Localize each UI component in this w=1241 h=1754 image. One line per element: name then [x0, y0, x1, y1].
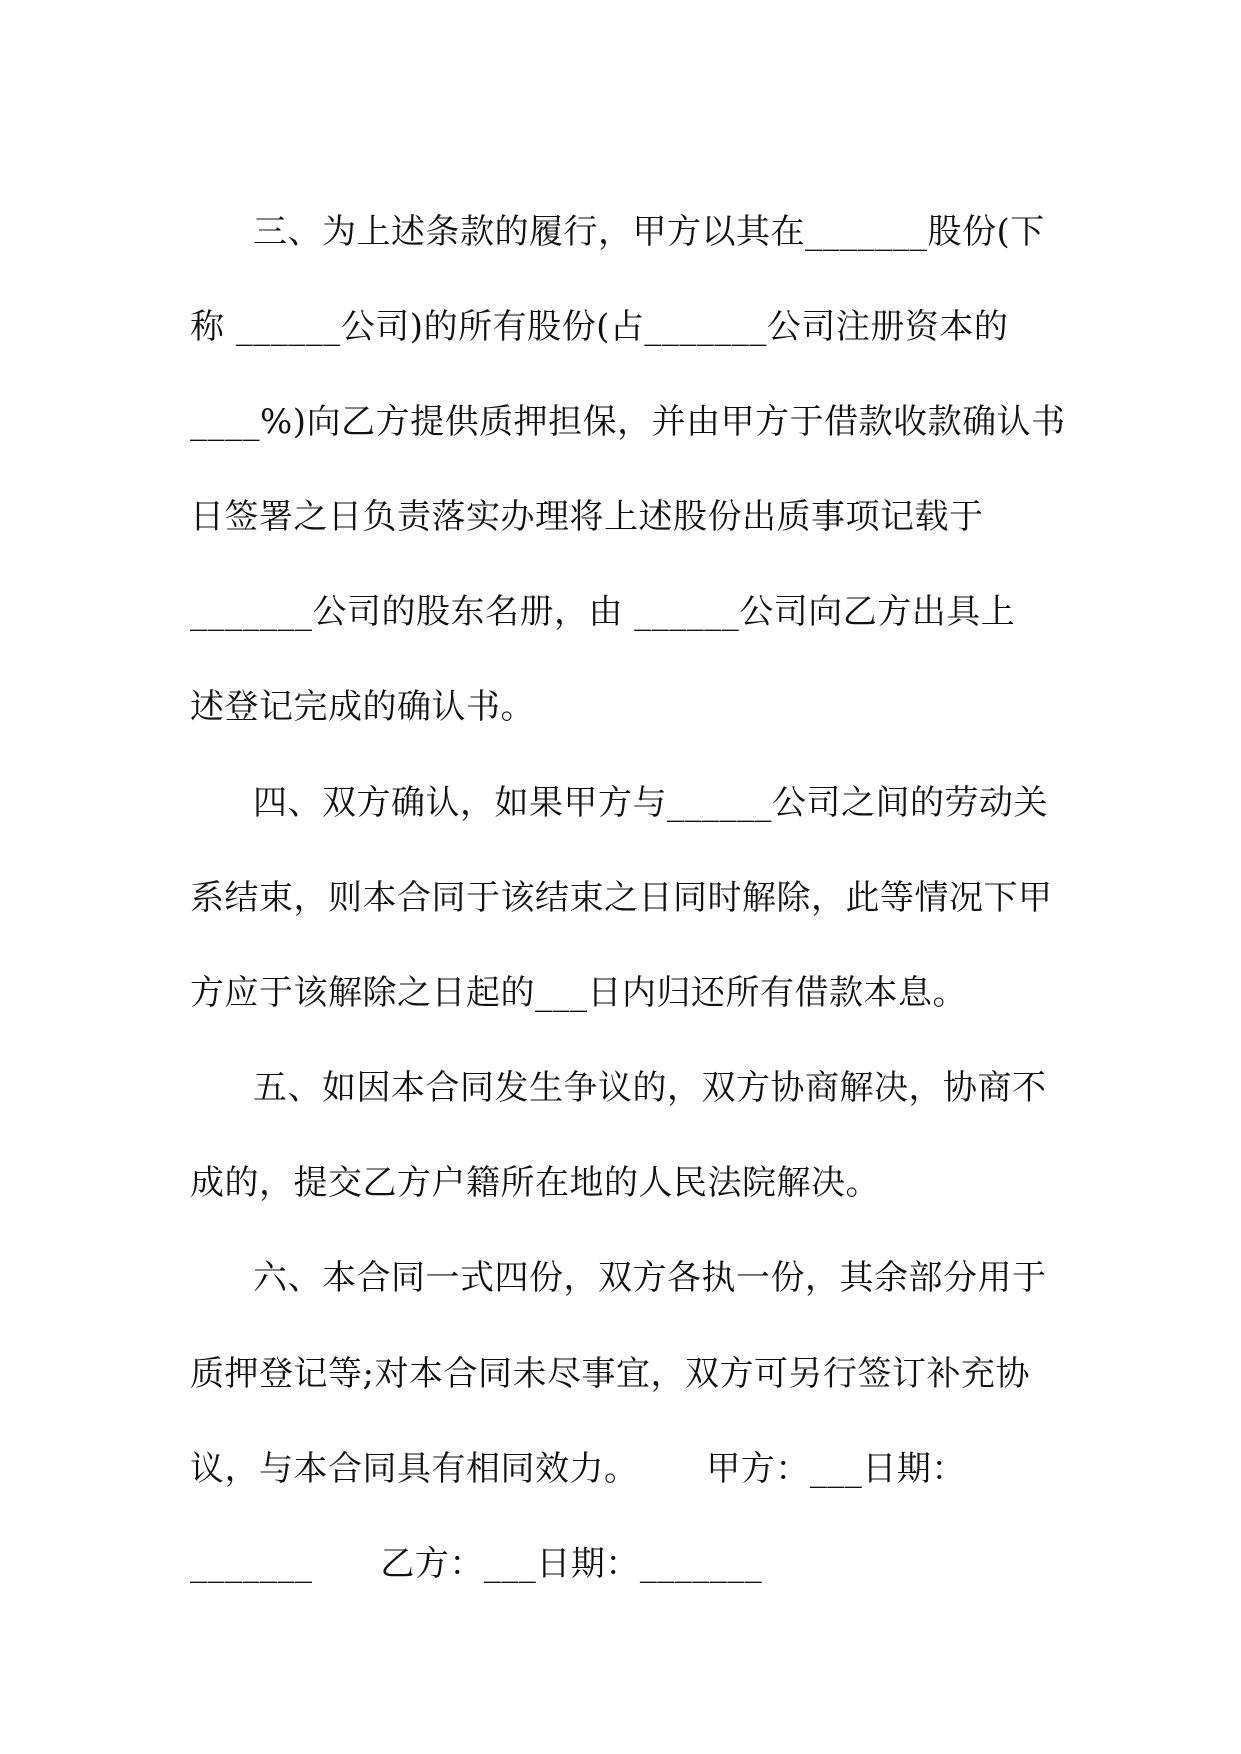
- clause-3-line-4: 日签署之日负责落实办理将上述股份出质事项记载于: [190, 497, 984, 537]
- clause-5-line-1: 五、如因本合同发生争议的，双方协商解决，协商不: [253, 1068, 1047, 1108]
- clause-6-line-1: 六、本合同一式四份，双方各执一份，其余部分用于: [253, 1258, 1047, 1298]
- clause-4-line-2: 系结束，则本合同于该结束之日同时解除，此等情况下甲: [190, 878, 1053, 918]
- clause-6-line-3: 议，与本合同具有相同效力。 甲方：___日期：: [190, 1449, 966, 1489]
- clause-3-line-1: 三、为上述条款的履行，甲方以其在_______股份(下: [253, 212, 1045, 252]
- clause-4-line-1: 四、双方确认，如果甲方与______公司之间的劳动关: [253, 783, 1048, 823]
- clause-3-line-6: 述登记完成的确认书。: [190, 687, 535, 727]
- clause-4-line-3: 方应于该解除之日起的___日内归还所有借款本息。: [190, 973, 967, 1013]
- clause-6-line-2: 质押登记等;对本合同未尽事宜，双方可另行签订补充协: [190, 1354, 1030, 1394]
- clause-5-line-2: 成的，提交乙方户籍所在地的人民法院解决。: [190, 1163, 880, 1203]
- clause-3-line-5: _______公司的股东名册，由 ______公司向乙方出具上: [190, 592, 1016, 632]
- clause-3-line-3: ____%)向乙方提供质押担保，并由甲方于借款收款确认书: [190, 402, 1066, 442]
- clause-3-line-2: 称 ______公司)的所有股份(占_______公司注册资本的: [190, 307, 1009, 347]
- signature-line: _______ 乙方：___日期：_______: [190, 1544, 763, 1584]
